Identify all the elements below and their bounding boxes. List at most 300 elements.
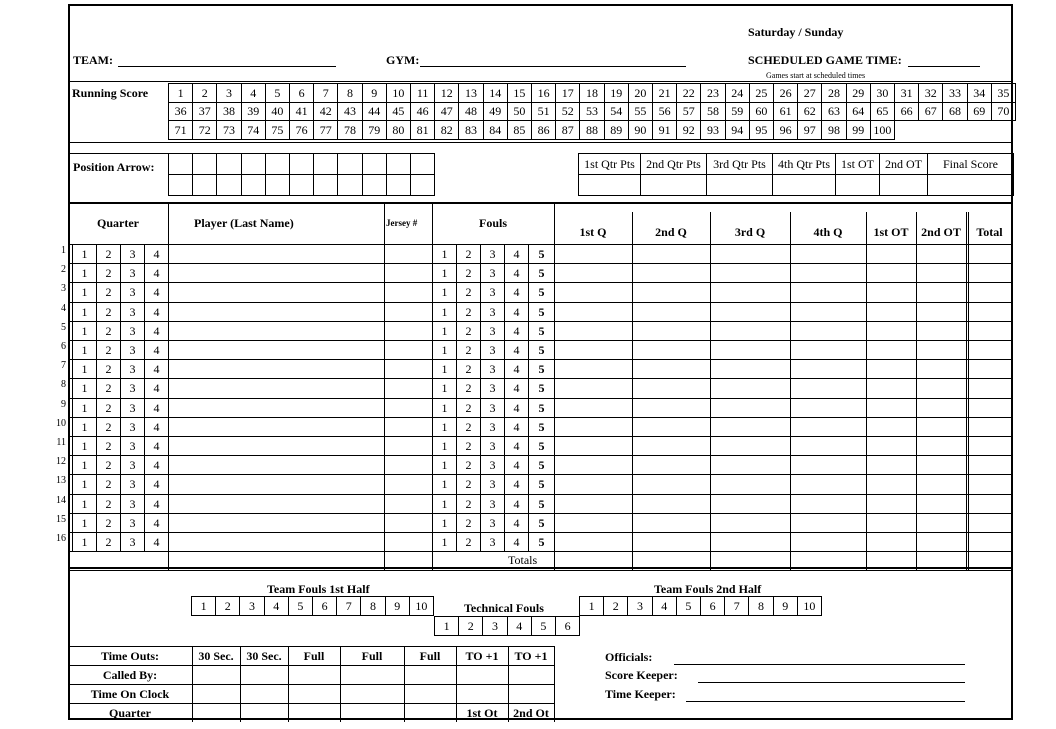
team-foul-1st-half-box[interactable]: 7	[336, 596, 361, 616]
running-score-box[interactable]: 3	[216, 83, 241, 103]
running-score-box[interactable]: 12	[434, 83, 459, 103]
quarter-box[interactable]: 3	[120, 513, 145, 533]
foul-box[interactable]: 5	[528, 302, 555, 322]
running-score-box[interactable]: 33	[942, 83, 967, 103]
running-score-box[interactable]: 29	[846, 83, 871, 103]
running-score-box[interactable]: 88	[579, 120, 604, 140]
quarter-box[interactable]: 2	[96, 417, 121, 437]
running-score-box[interactable]: 28	[821, 83, 846, 103]
foul-box[interactable]: 5	[528, 244, 555, 264]
running-score-box[interactable]: 35	[991, 83, 1016, 103]
quarter-box[interactable]: 3	[120, 378, 145, 398]
quarter-box[interactable]: 1	[72, 340, 97, 360]
quarter-box[interactable]: 2	[96, 340, 121, 360]
running-score-box[interactable]: 6	[289, 83, 314, 103]
position-arrow-box[interactable]	[362, 174, 387, 196]
running-score-box[interactable]: 31	[894, 83, 919, 103]
foul-box[interactable]: 4	[504, 282, 529, 302]
foul-box[interactable]: 2	[456, 282, 481, 302]
running-score-box[interactable]: 72	[192, 120, 217, 140]
quarter-box[interactable]: 3	[120, 398, 145, 418]
position-arrow-box[interactable]	[313, 153, 338, 175]
running-score-box[interactable]: 4	[241, 83, 266, 103]
running-score-box[interactable]: 20	[628, 83, 653, 103]
foul-box[interactable]: 3	[480, 321, 505, 341]
running-score-box[interactable]: 21	[652, 83, 677, 103]
foul-box[interactable]: 1	[432, 282, 457, 302]
running-score-box[interactable]: 39	[241, 102, 266, 122]
quarter-box[interactable]: 4	[144, 378, 169, 398]
quarter-box[interactable]: 2	[96, 494, 121, 514]
position-arrow-box[interactable]	[241, 153, 266, 175]
foul-box[interactable]: 4	[504, 417, 529, 437]
foul-box[interactable]: 1	[432, 398, 457, 418]
quarter-points-box[interactable]	[927, 174, 1014, 196]
team-foul-1st-half-box[interactable]: 2	[215, 596, 240, 616]
running-score-box[interactable]: 10	[386, 83, 411, 103]
foul-box[interactable]: 5	[528, 494, 555, 514]
quarter-box[interactable]: 2	[96, 532, 121, 552]
quarter-points-box[interactable]	[578, 174, 641, 196]
running-score-box[interactable]: 73	[216, 120, 241, 140]
quarter-box[interactable]: 2	[96, 398, 121, 418]
running-score-box[interactable]: 79	[362, 120, 387, 140]
quarter-box[interactable]: 1	[72, 263, 97, 283]
team-foul-1st-half-box[interactable]: 8	[360, 596, 385, 616]
running-score-box[interactable]: 23	[700, 83, 725, 103]
quarter-box[interactable]: 2	[96, 302, 121, 322]
running-score-box[interactable]: 8	[337, 83, 362, 103]
running-score-box[interactable]: 37	[192, 102, 217, 122]
quarter-box[interactable]: 1	[72, 455, 97, 475]
running-score-box[interactable]: 49	[483, 102, 508, 122]
quarter-box[interactable]: 2	[96, 513, 121, 533]
quarter-box[interactable]: 1	[72, 474, 97, 494]
quarter-box[interactable]: 1	[72, 532, 97, 552]
foul-box[interactable]: 2	[456, 494, 481, 514]
running-score-box[interactable]: 19	[604, 83, 629, 103]
quarter-box[interactable]: 2	[96, 282, 121, 302]
foul-box[interactable]: 1	[432, 302, 457, 322]
team-foul-1st-half-box[interactable]: 10	[409, 596, 434, 616]
foul-box[interactable]: 5	[528, 398, 555, 418]
running-score-box[interactable]: 86	[531, 120, 556, 140]
foul-box[interactable]: 3	[480, 398, 505, 418]
quarter-box[interactable]: 1	[72, 321, 97, 341]
foul-box[interactable]: 4	[504, 398, 529, 418]
running-score-box[interactable]: 56	[652, 102, 677, 122]
position-arrow-box[interactable]	[216, 174, 241, 196]
running-score-box[interactable]: 9	[362, 83, 387, 103]
quarter-box[interactable]: 3	[120, 455, 145, 475]
running-score-box[interactable]: 63	[821, 102, 846, 122]
quarter-points-box[interactable]	[640, 174, 707, 196]
foul-box[interactable]: 4	[504, 321, 529, 341]
position-arrow-box[interactable]	[386, 174, 411, 196]
running-score-box[interactable]: 38	[216, 102, 241, 122]
running-score-box[interactable]: 87	[555, 120, 580, 140]
foul-box[interactable]: 3	[480, 474, 505, 494]
team-foul-2nd-half-box[interactable]: 4	[652, 596, 677, 616]
team-foul-1st-half-box[interactable]: 6	[312, 596, 337, 616]
foul-box[interactable]: 2	[456, 417, 481, 437]
quarter-box[interactable]: 3	[120, 282, 145, 302]
foul-box[interactable]: 3	[480, 282, 505, 302]
running-score-box[interactable]: 17	[555, 83, 580, 103]
running-score-box[interactable]: 82	[434, 120, 459, 140]
foul-box[interactable]: 4	[504, 455, 529, 475]
foul-box[interactable]: 1	[432, 378, 457, 398]
foul-box[interactable]: 2	[456, 340, 481, 360]
score-keeper-field[interactable]	[698, 682, 965, 683]
quarter-points-box[interactable]	[706, 174, 773, 196]
running-score-box[interactable]: 66	[894, 102, 919, 122]
running-score-box[interactable]: 61	[773, 102, 798, 122]
running-score-box[interactable]: 85	[507, 120, 532, 140]
running-score-box[interactable]: 25	[749, 83, 774, 103]
team-foul-2nd-half-box[interactable]: 5	[676, 596, 701, 616]
quarter-box[interactable]: 4	[144, 398, 169, 418]
running-score-box[interactable]: 62	[797, 102, 822, 122]
foul-box[interactable]: 5	[528, 474, 555, 494]
foul-box[interactable]: 4	[504, 494, 529, 514]
foul-box[interactable]: 2	[456, 436, 481, 456]
foul-box[interactable]: 1	[432, 340, 457, 360]
foul-box[interactable]: 3	[480, 340, 505, 360]
team-foul-2nd-half-box[interactable]: 9	[773, 596, 798, 616]
quarter-box[interactable]: 1	[72, 417, 97, 437]
position-arrow-box[interactable]	[289, 153, 314, 175]
running-score-box[interactable]: 67	[918, 102, 943, 122]
running-score-box[interactable]: 30	[870, 83, 895, 103]
team-foul-2nd-half-box[interactable]: 3	[627, 596, 652, 616]
quarter-box[interactable]: 2	[96, 321, 121, 341]
foul-box[interactable]: 5	[528, 513, 555, 533]
quarter-box[interactable]: 4	[144, 474, 169, 494]
foul-box[interactable]: 3	[480, 455, 505, 475]
running-score-box[interactable]: 47	[434, 102, 459, 122]
officials-field[interactable]	[674, 664, 965, 665]
running-score-box[interactable]: 51	[531, 102, 556, 122]
quarter-box[interactable]: 4	[144, 359, 169, 379]
running-score-box[interactable]: 68	[942, 102, 967, 122]
running-score-box[interactable]: 71	[168, 120, 193, 140]
team-foul-1st-half-box[interactable]: 5	[288, 596, 313, 616]
team-foul-1st-half-box[interactable]: 1	[191, 596, 216, 616]
scheduled-time-field[interactable]	[908, 66, 980, 67]
foul-box[interactable]: 5	[528, 263, 555, 283]
running-score-box[interactable]: 52	[555, 102, 580, 122]
foul-box[interactable]: 3	[480, 417, 505, 437]
quarter-points-box[interactable]	[835, 174, 880, 196]
running-score-box[interactable]: 64	[846, 102, 871, 122]
running-score-box[interactable]: 27	[797, 83, 822, 103]
team-foul-2nd-half-box[interactable]: 8	[748, 596, 773, 616]
running-score-box[interactable]: 65	[870, 102, 895, 122]
team-field[interactable]	[118, 66, 336, 67]
foul-box[interactable]: 4	[504, 513, 529, 533]
foul-box[interactable]: 2	[456, 455, 481, 475]
quarter-points-box[interactable]	[772, 174, 836, 196]
running-score-box[interactable]: 90	[628, 120, 653, 140]
running-score-box[interactable]: 58	[700, 102, 725, 122]
running-score-box[interactable]: 94	[725, 120, 750, 140]
running-score-box[interactable]: 54	[604, 102, 629, 122]
foul-box[interactable]: 2	[456, 474, 481, 494]
running-score-box[interactable]: 77	[313, 120, 338, 140]
foul-box[interactable]: 2	[456, 398, 481, 418]
position-arrow-box[interactable]	[241, 174, 266, 196]
quarter-box[interactable]: 1	[72, 244, 97, 264]
foul-box[interactable]: 5	[528, 378, 555, 398]
running-score-box[interactable]: 83	[458, 120, 483, 140]
position-arrow-box[interactable]	[192, 174, 217, 196]
running-score-box[interactable]: 42	[313, 102, 338, 122]
running-score-box[interactable]: 24	[725, 83, 750, 103]
technical-foul-box[interactable]: 2	[458, 616, 483, 636]
foul-box[interactable]: 2	[456, 244, 481, 264]
running-score-box[interactable]: 1	[168, 83, 193, 103]
running-score-box[interactable]: 93	[700, 120, 725, 140]
quarter-points-box[interactable]	[879, 174, 928, 196]
position-arrow-box[interactable]	[313, 174, 338, 196]
quarter-box[interactable]: 2	[96, 474, 121, 494]
foul-box[interactable]: 1	[432, 244, 457, 264]
team-foul-2nd-half-box[interactable]: 10	[797, 596, 822, 616]
team-foul-2nd-half-box[interactable]: 6	[700, 596, 725, 616]
foul-box[interactable]: 2	[456, 513, 481, 533]
position-arrow-box[interactable]	[289, 174, 314, 196]
foul-box[interactable]: 2	[456, 532, 481, 552]
running-score-box[interactable]: 11	[410, 83, 435, 103]
quarter-box[interactable]: 1	[72, 436, 97, 456]
running-score-box[interactable]: 75	[265, 120, 290, 140]
running-score-box[interactable]: 2	[192, 83, 217, 103]
technical-foul-box[interactable]: 4	[507, 616, 532, 636]
quarter-box[interactable]: 1	[72, 398, 97, 418]
running-score-box[interactable]: 100	[870, 120, 895, 140]
foul-box[interactable]: 4	[504, 359, 529, 379]
quarter-box[interactable]: 2	[96, 359, 121, 379]
quarter-box[interactable]: 3	[120, 359, 145, 379]
foul-box[interactable]: 1	[432, 263, 457, 283]
running-score-box[interactable]: 59	[725, 102, 750, 122]
running-score-box[interactable]: 40	[265, 102, 290, 122]
foul-box[interactable]: 5	[528, 340, 555, 360]
running-score-box[interactable]: 97	[797, 120, 822, 140]
quarter-box[interactable]: 1	[72, 359, 97, 379]
foul-box[interactable]: 1	[432, 532, 457, 552]
quarter-box[interactable]: 2	[96, 455, 121, 475]
running-score-box[interactable]: 16	[531, 83, 556, 103]
foul-box[interactable]: 1	[432, 494, 457, 514]
running-score-box[interactable]: 32	[918, 83, 943, 103]
running-score-box[interactable]: 57	[676, 102, 701, 122]
foul-box[interactable]: 2	[456, 359, 481, 379]
position-arrow-box[interactable]	[410, 153, 435, 175]
team-foul-2nd-half-box[interactable]: 7	[724, 596, 749, 616]
quarter-box[interactable]: 1	[72, 513, 97, 533]
foul-box[interactable]: 2	[456, 321, 481, 341]
team-foul-1st-half-box[interactable]: 4	[264, 596, 289, 616]
foul-box[interactable]: 3	[480, 359, 505, 379]
technical-foul-box[interactable]: 5	[531, 616, 556, 636]
running-score-box[interactable]: 48	[458, 102, 483, 122]
foul-box[interactable]: 3	[480, 263, 505, 283]
quarter-box[interactable]: 4	[144, 282, 169, 302]
foul-box[interactable]: 5	[528, 455, 555, 475]
technical-foul-box[interactable]: 1	[434, 616, 459, 636]
foul-box[interactable]: 2	[456, 263, 481, 283]
quarter-box[interactable]: 4	[144, 436, 169, 456]
foul-box[interactable]: 5	[528, 417, 555, 437]
quarter-box[interactable]: 4	[144, 494, 169, 514]
quarter-box[interactable]: 3	[120, 340, 145, 360]
foul-box[interactable]: 3	[480, 513, 505, 533]
technical-foul-box[interactable]: 3	[482, 616, 507, 636]
foul-box[interactable]: 5	[528, 359, 555, 379]
quarter-box[interactable]: 2	[96, 378, 121, 398]
foul-box[interactable]: 4	[504, 532, 529, 552]
running-score-box[interactable]: 99	[846, 120, 871, 140]
quarter-box[interactable]: 2	[96, 263, 121, 283]
running-score-box[interactable]: 98	[821, 120, 846, 140]
quarter-box[interactable]: 1	[72, 302, 97, 322]
position-arrow-box[interactable]	[168, 174, 193, 196]
running-score-box[interactable]: 44	[362, 102, 387, 122]
running-score-box[interactable]: 84	[483, 120, 508, 140]
foul-box[interactable]: 3	[480, 436, 505, 456]
running-score-box[interactable]: 50	[507, 102, 532, 122]
position-arrow-box[interactable]	[410, 174, 435, 196]
position-arrow-box[interactable]	[168, 153, 193, 175]
quarter-box[interactable]: 4	[144, 263, 169, 283]
running-score-box[interactable]: 55	[628, 102, 653, 122]
running-score-box[interactable]: 96	[773, 120, 798, 140]
position-arrow-box[interactable]	[216, 153, 241, 175]
running-score-box[interactable]: 45	[386, 102, 411, 122]
quarter-box[interactable]: 4	[144, 513, 169, 533]
foul-box[interactable]: 3	[480, 244, 505, 264]
foul-box[interactable]: 1	[432, 359, 457, 379]
quarter-box[interactable]: 1	[72, 282, 97, 302]
running-score-box[interactable]: 95	[749, 120, 774, 140]
running-score-box[interactable]: 46	[410, 102, 435, 122]
quarter-box[interactable]: 3	[120, 474, 145, 494]
running-score-box[interactable]: 34	[967, 83, 992, 103]
quarter-box[interactable]: 3	[120, 302, 145, 322]
position-arrow-box[interactable]	[265, 174, 290, 196]
quarter-box[interactable]: 3	[120, 263, 145, 283]
running-score-box[interactable]: 80	[386, 120, 411, 140]
position-arrow-box[interactable]	[337, 174, 362, 196]
position-arrow-box[interactable]	[265, 153, 290, 175]
foul-box[interactable]: 1	[432, 321, 457, 341]
quarter-box[interactable]: 4	[144, 302, 169, 322]
quarter-box[interactable]: 1	[72, 378, 97, 398]
quarter-box[interactable]: 2	[96, 244, 121, 264]
quarter-box[interactable]: 1	[72, 494, 97, 514]
position-arrow-box[interactable]	[362, 153, 387, 175]
quarter-box[interactable]: 3	[120, 494, 145, 514]
foul-box[interactable]: 5	[528, 436, 555, 456]
position-arrow-box[interactable]	[337, 153, 362, 175]
running-score-box[interactable]: 14	[483, 83, 508, 103]
team-foul-1st-half-box[interactable]: 3	[239, 596, 264, 616]
running-score-box[interactable]: 53	[579, 102, 604, 122]
foul-box[interactable]: 4	[504, 474, 529, 494]
foul-box[interactable]: 3	[480, 494, 505, 514]
team-foul-2nd-half-box[interactable]: 1	[579, 596, 604, 616]
running-score-box[interactable]: 41	[289, 102, 314, 122]
quarter-box[interactable]: 2	[96, 436, 121, 456]
quarter-box[interactable]: 3	[120, 417, 145, 437]
foul-box[interactable]: 1	[432, 455, 457, 475]
foul-box[interactable]: 4	[504, 340, 529, 360]
running-score-box[interactable]: 76	[289, 120, 314, 140]
foul-box[interactable]: 5	[528, 282, 555, 302]
foul-box[interactable]: 1	[432, 474, 457, 494]
foul-box[interactable]: 1	[432, 513, 457, 533]
foul-box[interactable]: 4	[504, 436, 529, 456]
running-score-box[interactable]: 22	[676, 83, 701, 103]
running-score-box[interactable]: 69	[967, 102, 992, 122]
quarter-box[interactable]: 3	[120, 436, 145, 456]
foul-box[interactable]: 3	[480, 302, 505, 322]
quarter-box[interactable]: 4	[144, 244, 169, 264]
foul-box[interactable]: 1	[432, 417, 457, 437]
quarter-box[interactable]: 4	[144, 532, 169, 552]
running-score-box[interactable]: 36	[168, 102, 193, 122]
team-foul-2nd-half-box[interactable]: 2	[603, 596, 628, 616]
quarter-box[interactable]: 4	[144, 321, 169, 341]
running-score-box[interactable]: 7	[313, 83, 338, 103]
foul-box[interactable]: 3	[480, 378, 505, 398]
foul-box[interactable]: 1	[432, 436, 457, 456]
quarter-box[interactable]: 3	[120, 244, 145, 264]
running-score-box[interactable]: 78	[337, 120, 362, 140]
gym-field[interactable]	[420, 66, 686, 67]
running-score-box[interactable]: 60	[749, 102, 774, 122]
foul-box[interactable]: 4	[504, 302, 529, 322]
technical-foul-box[interactable]: 6	[555, 616, 580, 636]
running-score-box[interactable]: 91	[652, 120, 677, 140]
position-arrow-box[interactable]	[386, 153, 411, 175]
running-score-box[interactable]: 5	[265, 83, 290, 103]
foul-box[interactable]: 4	[504, 263, 529, 283]
foul-box[interactable]: 5	[528, 321, 555, 341]
foul-box[interactable]: 4	[504, 244, 529, 264]
foul-box[interactable]: 3	[480, 532, 505, 552]
running-score-box[interactable]: 70	[991, 102, 1016, 122]
quarter-box[interactable]: 4	[144, 455, 169, 475]
running-score-box[interactable]: 89	[604, 120, 629, 140]
quarter-box[interactable]: 3	[120, 321, 145, 341]
position-arrow-box[interactable]	[192, 153, 217, 175]
running-score-box[interactable]: 13	[458, 83, 483, 103]
foul-box[interactable]: 5	[528, 532, 555, 552]
time-keeper-field[interactable]	[686, 701, 965, 702]
foul-box[interactable]: 2	[456, 302, 481, 322]
running-score-box[interactable]: 15	[507, 83, 532, 103]
foul-box[interactable]: 2	[456, 378, 481, 398]
quarter-box[interactable]: 4	[144, 340, 169, 360]
running-score-box[interactable]: 43	[337, 102, 362, 122]
running-score-box[interactable]: 92	[676, 120, 701, 140]
quarter-box[interactable]: 3	[120, 532, 145, 552]
running-score-box[interactable]: 18	[579, 83, 604, 103]
foul-box[interactable]: 4	[504, 378, 529, 398]
